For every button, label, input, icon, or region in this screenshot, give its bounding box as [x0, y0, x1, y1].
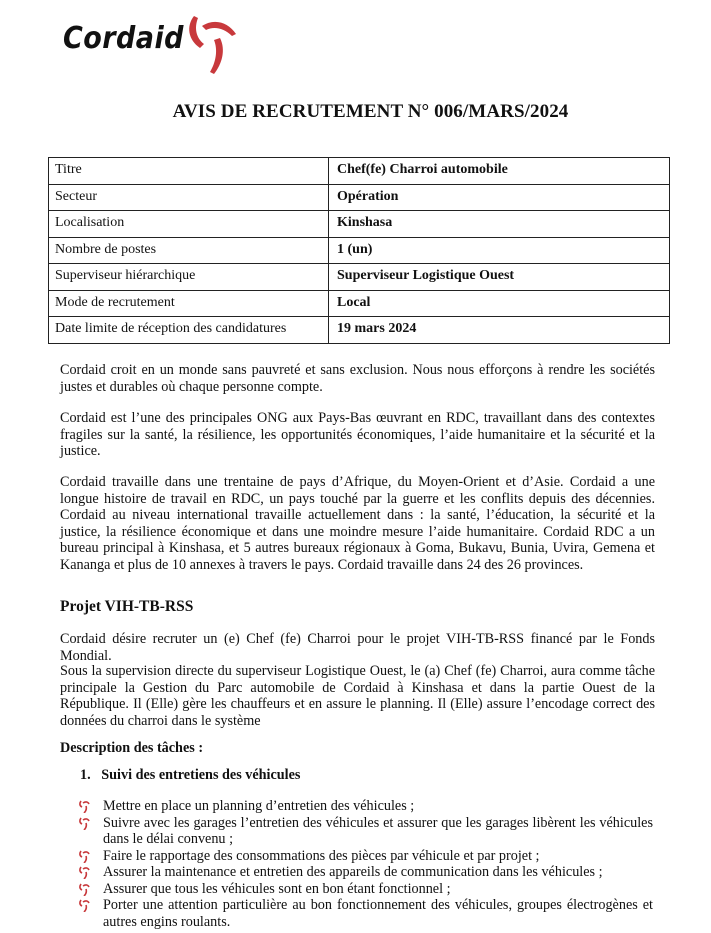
- list-item: [78, 848, 653, 865]
- task-text: Suivre avec les garages l’entretien des véhicules et assurer que les garages libèrent les véhicules dans le délai convenu ;: [103, 814, 653, 847]
- intro-paragraph-2: Cordaid est l’une des principales ONG aux Pays-Bas œuvrant en RDC, travaillant dans des contextes fragiles sur la santé, la résilience, les opportunités économiques, l’aide humanitaire et la sécurité et la justice.: [60, 410, 655, 459]
- list-item: [78, 798, 653, 815]
- row-label: Localisation: [49, 211, 329, 238]
- task-text: Assurer la maintenance et entretien des appareils de communication dans les véhicules ;: [103, 864, 603, 880]
- row-label: Secteur: [49, 184, 329, 211]
- row-value: Local: [329, 290, 670, 317]
- task-text: Assurer que tous les véhicules sont en bon étant fonctionnel ;: [103, 880, 451, 897]
- tasks-subheading: 1. Suivi des entretiens des véhicules: [80, 767, 301, 783]
- row-value: 19 mars 2024: [329, 317, 670, 344]
- cordaid-bullet-icon: [78, 800, 90, 813]
- cordaid-bullet-icon: [78, 899, 90, 912]
- cordaid-bullet-icon: [78, 850, 90, 863]
- task-text: Mettre en place un planning d’entretien des véhicules ;: [103, 798, 415, 814]
- table-row: [49, 184, 670, 211]
- task-text: Faire le rapportage des consommations des pièces par véhicule et par projet ;: [103, 847, 540, 864]
- intro-paragraph-3: Cordaid travaille dans une trentaine de pays d’Afrique, du Moyen-Orient et d’Asie. Cordaid a une longue histoire de travail en RDC, un pays touché par la guerre et les conflits depuis des décennies. Cordaid au niveau international travaille actuellement dans : la santé, l’éducation, la sécurité et la justice, la résilience économique et dans une moindre mesure l’aide humanitaire. Cordaid RDC a un bureau principal à Kinshasa, et 5 autres bureaux régionaux à Goma, Bukavu, Bunia, Uvira, Gemena et Kananga et plus de 10 annexes à travers le pays. Cordaid travaille dans 24 des 26 provinces.: [60, 474, 655, 573]
- cordaid-bullet-icon: [78, 866, 90, 879]
- row-label: Date limite de réception des candidatures: [49, 317, 329, 344]
- project-paragraph-2: Sous la supervision directe du superviseur Logistique Ouest, le (a) Chef (fe) Charroi, aura comme tâche principale la Gestion du Parc automobile de Cordaid à Kinshasa et dans la partie Ouest de la République. Il (Elle) gère les chauffeurs et en assure le planning. Il (Elle) assure l’encodage correct des données du charroi dans le système: [60, 663, 655, 729]
- row-label: Superviseur hiérarchique: [49, 264, 329, 291]
- project-paragraph-1: Cordaid désire recruter un (e) Chef (fe) Charroi pour le projet VIH-TB-RSS financé par le Fonds Mondial.: [60, 631, 655, 664]
- table-row: [49, 317, 670, 344]
- tasks-heading: Description des tâches :: [60, 740, 204, 756]
- project-heading: Projet VIH-TB-RSS: [60, 598, 194, 615]
- cordaid-bullet-icon: [78, 883, 90, 896]
- row-value: Kinshasa: [329, 211, 670, 238]
- cordaid-bullet-icon: [78, 817, 90, 830]
- task-text: Porter une attention particulière au bon fonctionnement des véhicules, groupes électrogènes et autres engins roulants.: [103, 897, 653, 930]
- table-row: [49, 290, 670, 317]
- page-title: AVIS DE RECRUTEMENT N° 006/MARS/2024: [172, 101, 569, 122]
- job-info-table: [48, 157, 670, 344]
- list-item: [78, 864, 653, 881]
- table-row: [49, 264, 670, 291]
- row-label: Nombre de postes: [49, 237, 329, 264]
- list-item: [78, 815, 653, 848]
- row-value: 1 (un): [329, 237, 670, 264]
- row-label: Titre: [49, 158, 329, 185]
- list-item: [78, 881, 653, 898]
- row-value: Opération: [329, 184, 670, 211]
- cordaid-swirl-icon: [180, 8, 240, 74]
- row-value: Chef(fe) Charroi automobile: [329, 158, 670, 185]
- table-row: [49, 158, 670, 185]
- table-row: [49, 237, 670, 264]
- list-item: [78, 897, 653, 930]
- task-list: [78, 798, 653, 930]
- table-row: [49, 211, 670, 238]
- row-label: Mode de recrutement: [49, 290, 329, 317]
- intro-paragraph-1: Cordaid croit en un monde sans pauvreté et sans exclusion. Nous nous efforçons à rendre les sociétés justes et durables où chaque personne compte.: [60, 362, 655, 395]
- row-value: Superviseur Logistique Ouest: [329, 264, 670, 291]
- logo-wordmark: Cordaid: [63, 21, 184, 56]
